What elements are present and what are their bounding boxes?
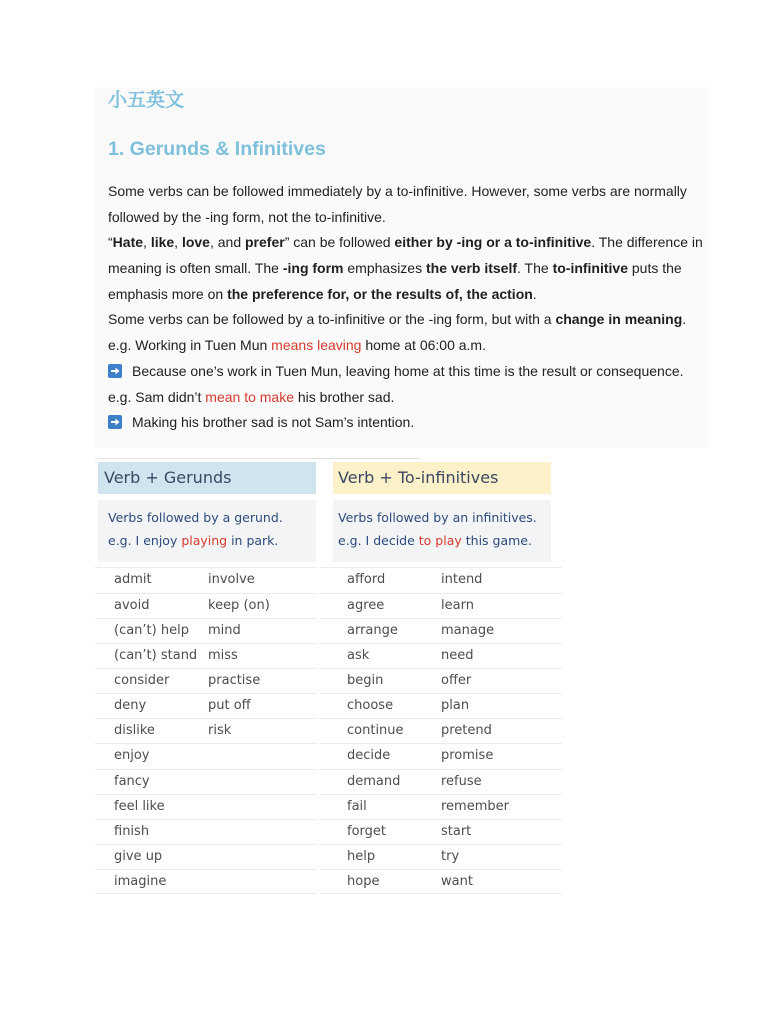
verb-item: ask	[347, 647, 370, 663]
verb-item: start	[441, 823, 472, 839]
divider	[95, 458, 420, 459]
body-text: “	[108, 234, 113, 251]
table-row	[95, 743, 317, 768]
verb-item: intend	[441, 572, 483, 588]
intro-body	[108, 179, 703, 436]
verb-item: decide	[347, 748, 391, 764]
verb-item: need	[441, 647, 474, 663]
emphasis-text: to-infinitive	[552, 260, 628, 277]
emphasis-text: love	[181, 234, 210, 251]
table-row	[95, 668, 317, 693]
table-row	[95, 869, 317, 894]
body-text: ,	[174, 234, 182, 251]
table-row	[95, 693, 317, 718]
gerunds-example	[108, 529, 316, 552]
table-row	[320, 769, 562, 794]
intro-line	[108, 410, 703, 436]
body-text: Some verbs can be followed immediately by a to-infinitive. However, some verbs are normally	[108, 183, 687, 199]
intro-line	[108, 179, 703, 205]
verb-item: pretend	[441, 723, 492, 739]
verb-item: manage	[441, 622, 495, 638]
verb-item: mind	[208, 622, 241, 638]
verb-item: fancy	[114, 773, 150, 789]
table-row	[320, 819, 562, 844]
verb-item: involve	[208, 572, 255, 588]
body-text: emphasis more on	[108, 285, 228, 302]
verb-item: forget	[347, 823, 386, 839]
gerunds-description-box	[98, 500, 316, 562]
highlighted-example-text: mean to make	[205, 388, 294, 405]
verb-item: miss	[208, 647, 238, 663]
verb-item: dislike	[114, 723, 155, 739]
table-row	[320, 693, 562, 718]
verb-item: avoid	[114, 597, 150, 613]
body-text: meaning is often small. The	[108, 260, 283, 277]
table-row	[95, 769, 317, 794]
table-row	[95, 718, 317, 743]
body-text: Some verbs can be followed by a to-infinitive or the -ing form, but with a	[108, 311, 556, 328]
highlighted-example-text: means leaving	[271, 337, 362, 354]
table-row	[95, 567, 317, 592]
verb-item: hope	[347, 874, 380, 890]
section-heading: 1. Gerunds & Infinitives	[108, 138, 326, 160]
subject-title: 小五英文	[108, 89, 185, 111]
body-text: followed by the -ing form, not the to-infinitive.	[108, 208, 386, 225]
verb-item: enjoy	[114, 748, 150, 764]
intro-line	[108, 359, 703, 385]
verb-item: deny	[114, 698, 147, 714]
body-text: , and	[209, 234, 245, 251]
body-text: e.g. Working in Tuen Mun	[108, 337, 272, 354]
table-row	[95, 618, 317, 643]
body-text: . The difference in	[591, 234, 703, 251]
table-row	[320, 844, 562, 869]
intro-line	[108, 282, 703, 308]
verb-item: agree	[347, 597, 385, 613]
intro-line	[108, 333, 703, 359]
table-row	[95, 819, 317, 844]
body-text: .	[532, 285, 537, 302]
verb-item: finish	[114, 823, 150, 839]
emphasis-text: like	[150, 234, 175, 251]
emphasis-text: change in meaning	[555, 311, 683, 328]
body-text: in park.	[227, 533, 279, 548]
table-row	[320, 593, 562, 618]
verb-item: continue	[347, 723, 404, 739]
verb-item: learn	[441, 597, 474, 613]
body-text: his brother sad.	[294, 388, 395, 405]
highlighted-example-text: to play	[418, 533, 462, 548]
verb-item: try	[441, 849, 460, 865]
verb-item: remember	[441, 798, 509, 814]
verb-item: imagine	[114, 874, 167, 890]
verb-item: (can’t) stand	[114, 647, 198, 663]
table-row	[95, 643, 317, 668]
body-text: ,	[143, 234, 151, 251]
intro-line	[108, 256, 703, 282]
body-text: . The	[517, 260, 553, 277]
body-text: e.g. I decide	[338, 533, 419, 548]
verb-item: fail	[347, 798, 367, 814]
emphasis-text: either by -ing or a to-infinitive	[394, 234, 592, 251]
body-text: Making his brother sad is not Sam’s intention.	[132, 414, 415, 431]
table-row	[320, 718, 562, 743]
verb-item: afford	[347, 572, 386, 588]
verb-item: keep (on)	[208, 597, 270, 613]
verb-item: plan	[441, 698, 470, 714]
emphasis-text: Hate	[112, 234, 144, 251]
verb-item: promise	[441, 748, 494, 764]
verb-table	[95, 458, 562, 906]
body-text: e.g. Sam didn’t	[108, 388, 206, 405]
table-row	[95, 593, 317, 618]
intro-line	[108, 230, 703, 256]
verb-item: consider	[114, 673, 170, 689]
verb-item: help	[347, 849, 376, 865]
body-text: puts the	[628, 260, 682, 277]
intro-panel	[95, 87, 708, 448]
intro-line	[108, 205, 703, 231]
gerunds-verb-list	[95, 567, 317, 894]
verb-item: admit	[114, 572, 152, 588]
body-text: home at 06:00 a.m.	[361, 337, 486, 354]
verb-item: risk	[208, 723, 232, 739]
body-text: emphasizes	[343, 260, 426, 277]
table-row	[320, 618, 562, 643]
table-row	[95, 794, 317, 819]
verb-item: choose	[347, 698, 394, 714]
infinitives-example	[338, 529, 551, 552]
verb-item: put off	[208, 698, 251, 714]
intro-line	[108, 307, 703, 333]
table-row	[95, 844, 317, 869]
infinitives-header: Verb + To-infinitives	[333, 462, 551, 494]
table-row	[320, 743, 562, 768]
infinitives-description-box	[333, 500, 551, 562]
verb-item: begin	[347, 673, 384, 689]
infinitives-description: Verbs followed by an infinitives.	[338, 510, 537, 525]
gerunds-description: Verbs followed by a gerund.	[108, 510, 283, 525]
verb-item: offer	[441, 673, 472, 689]
body-text: e.g. I enjoy	[108, 533, 182, 548]
verb-item: arrange	[347, 622, 398, 638]
verb-item: want	[441, 874, 473, 890]
emphasis-text: prefer	[245, 234, 285, 251]
body-text: Because one’s work in Tuen Mun, leaving home at this time is the result or consequence.	[132, 362, 684, 379]
emphasis-text: -ing form	[282, 260, 344, 277]
body-text: ” can be followed	[284, 234, 395, 251]
table-row	[320, 643, 562, 668]
table-row	[320, 869, 562, 894]
body-text: .	[682, 311, 687, 328]
arrow-right-icon	[108, 415, 122, 429]
verb-item: demand	[347, 773, 401, 789]
body-text: this game.	[461, 533, 532, 548]
verb-item: refuse	[441, 773, 482, 789]
verb-item: give up	[114, 849, 163, 865]
verb-item: feel like	[114, 798, 165, 814]
emphasis-text: the preference for, or the results of, the action	[227, 285, 533, 302]
table-row	[320, 567, 562, 592]
emphasis-text: the verb itself	[425, 260, 518, 277]
gerunds-header: Verb + Gerunds	[98, 462, 316, 494]
highlighted-example-text: playing	[181, 533, 228, 548]
verb-item: practise	[208, 673, 261, 689]
arrow-right-icon	[108, 364, 122, 378]
infinitives-verb-list	[320, 567, 562, 894]
verb-item: (can’t) help	[114, 622, 189, 638]
table-row	[320, 794, 562, 819]
table-row	[320, 668, 562, 693]
intro-line	[108, 385, 703, 411]
